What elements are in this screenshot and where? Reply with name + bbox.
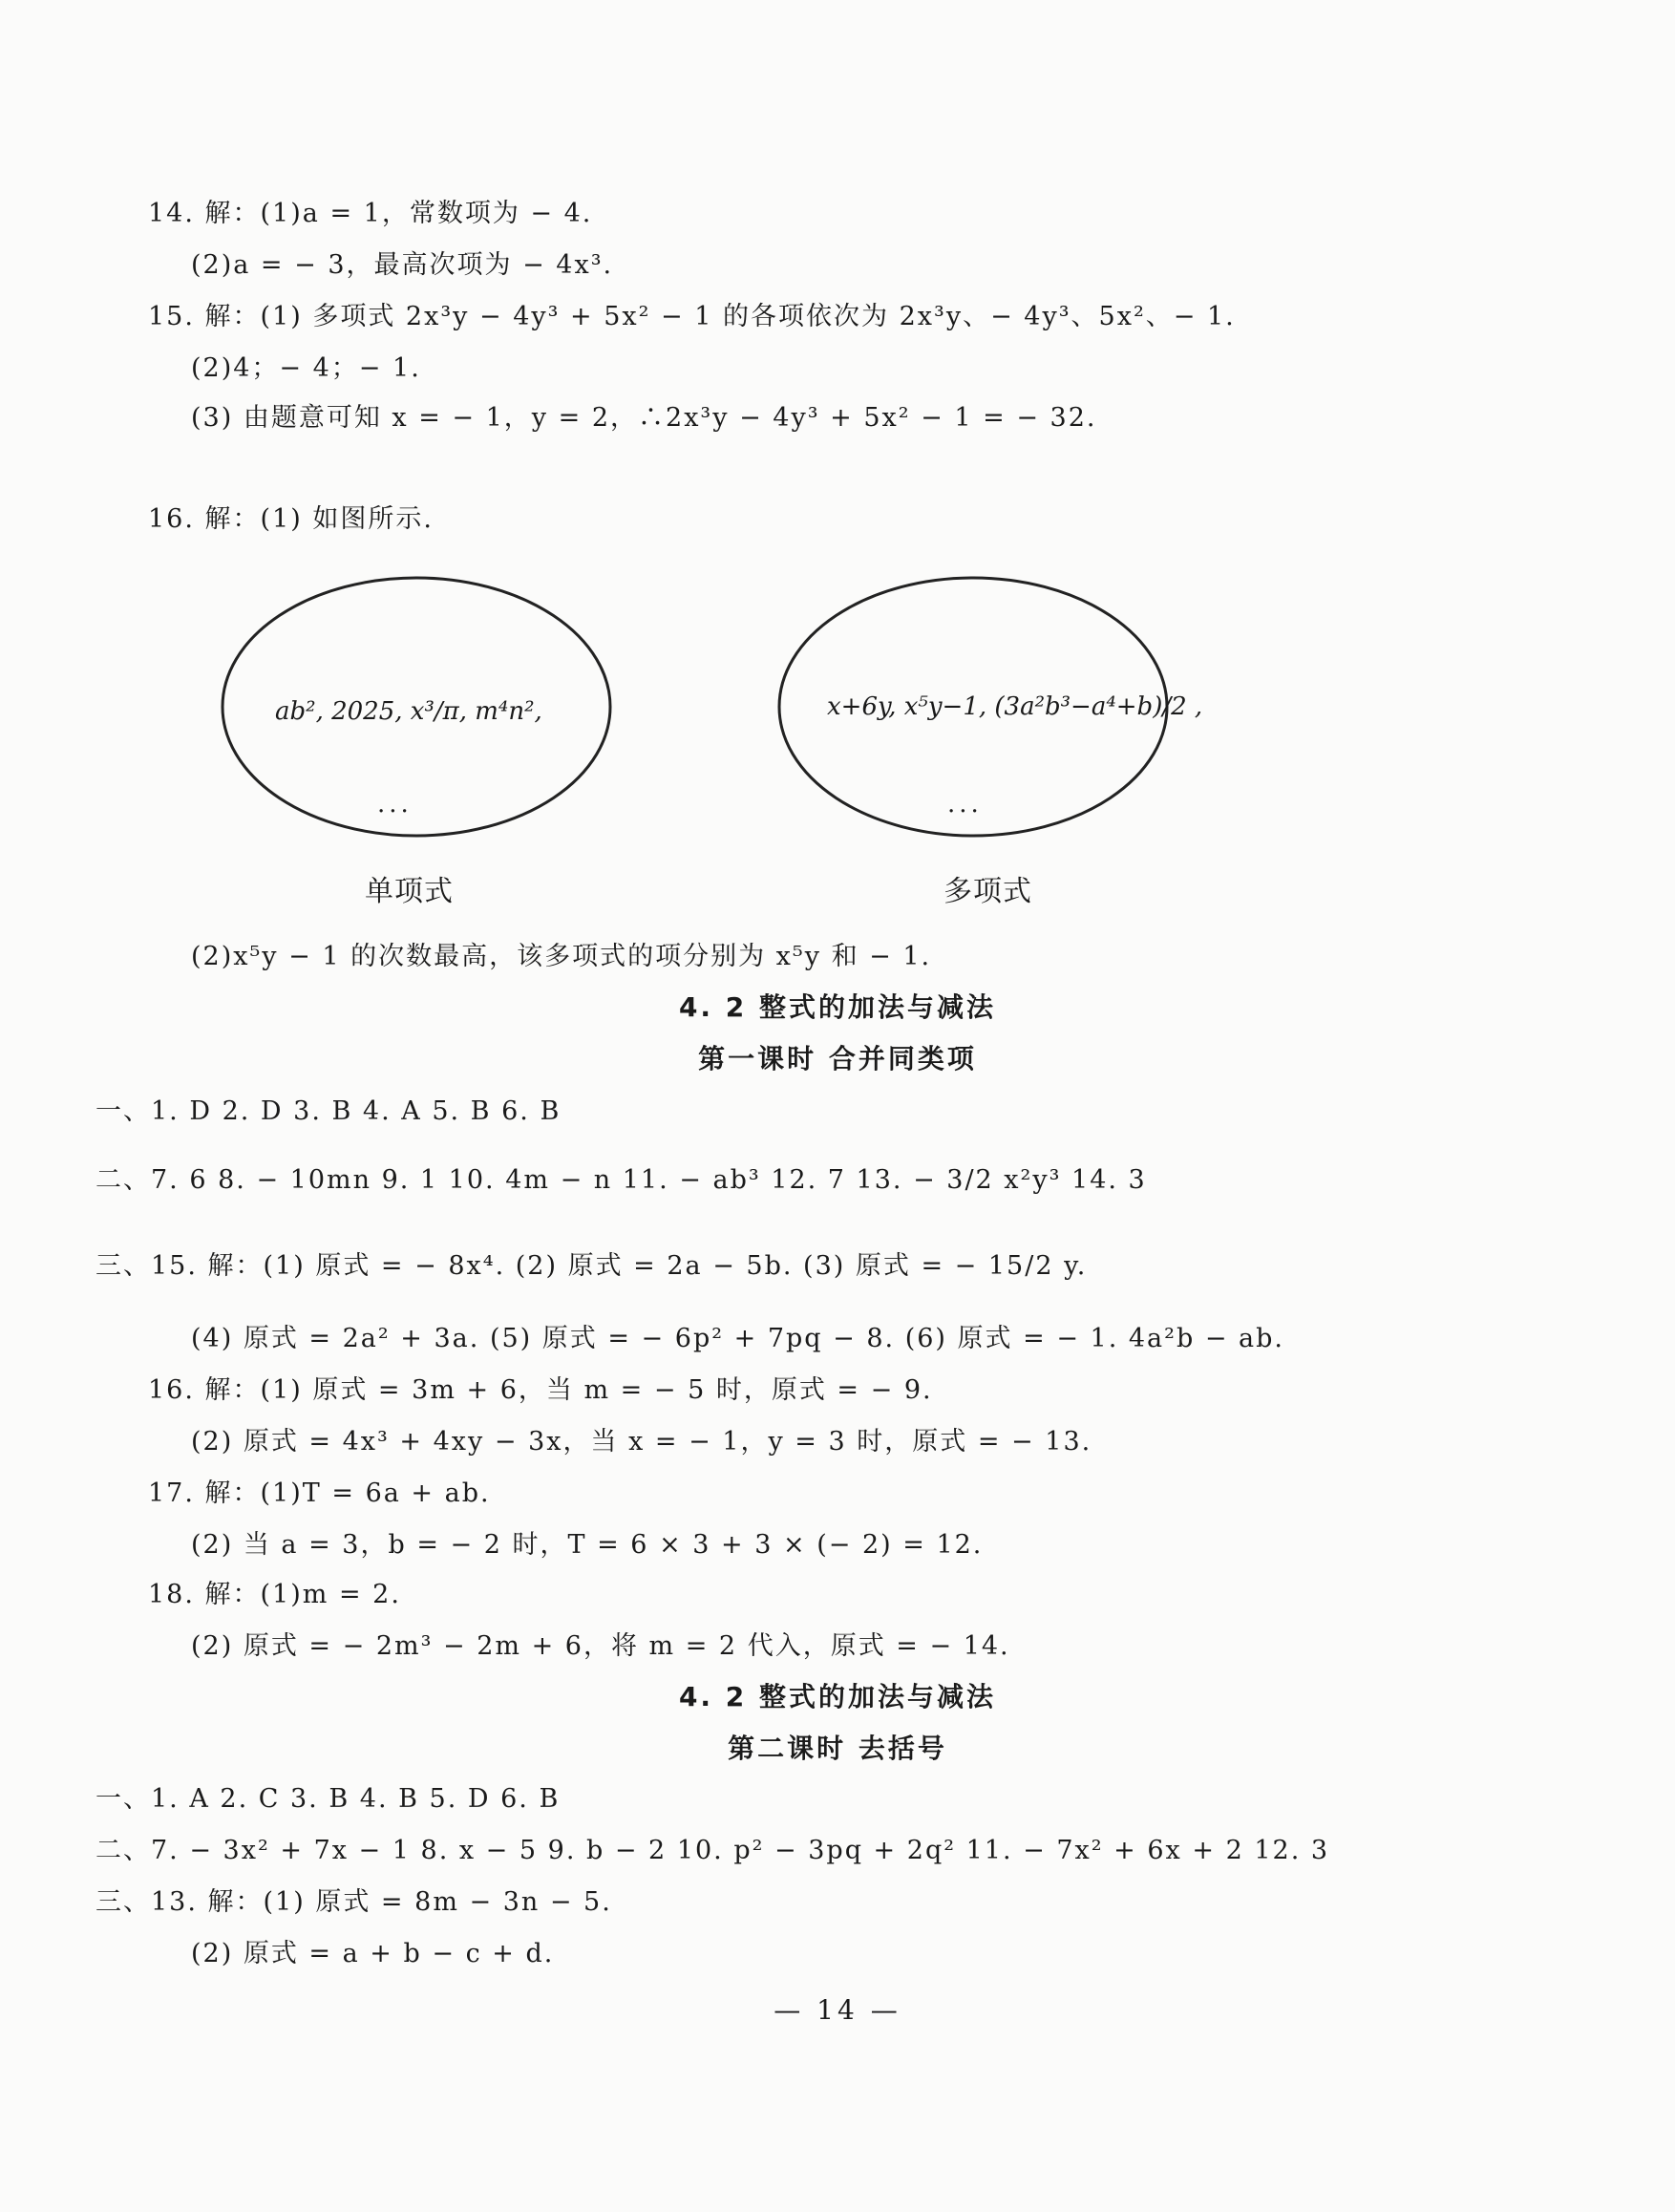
section-2-subtitle: 第二课时 去括号 (728, 1733, 947, 1764)
section-1-answer-15-part1: 三、15. 解：(1) 原式 = − 8x⁴. (2) 原式 = 2a − 5b. (3) 原式 = − 15/2 y. (95, 1251, 1088, 1281)
section-1-subtitle: 第一课时 合并同类项 (698, 1043, 977, 1074)
section-2-choice-answers: 一、1. A 2. C 3. B 4. B 5. D 6. B (95, 1784, 561, 1814)
monomial-label: 单项式 (365, 875, 454, 908)
answer-16-part2: (2)x⁵y − 1 的次数最高，该多项式的项分别为 x⁵y 和 − 1. (191, 942, 932, 971)
venn-diagram (0, 564, 1675, 926)
section-1-answer-17-part1: 17. 解：(1)T = 6a + ab. (148, 1478, 491, 1508)
section-2-answer-13-part2: (2) 原式 = a + b − c + d. (191, 1939, 555, 1968)
section-2-answer-13-part1: 三、13. 解：(1) 原式 = 8m − 3n − 5. (95, 1887, 612, 1917)
section-1-answer-16-part2: (2) 原式 = 4x³ + 4xy − 3x，当 x = − 1，y = 3 时，原式 = − 13. (191, 1427, 1092, 1457)
section-1-choice-answers: 一、1. D 2. D 3. B 4. A 5. B 6. B (95, 1096, 562, 1126)
section-1-answer-15-part2: (4) 原式 = 2a² + 3a. (5) 原式 = − 6p² + 7pq − 8. (6) 原式 = − 1. 4a²b − ab. (191, 1324, 1285, 1353)
answer-15-part1: 15. 解：(1) 多项式 2x³y − 4y³ + 5x² − 1 的各项依次为 2x³y、− 4y³、5x²、− 1. (148, 302, 1236, 331)
section-2-title: 4. 2 整式的加法与减法 (678, 1681, 997, 1712)
answer-14-part1: 14. 解：(1)a = 1，常数项为 − 4. (148, 199, 593, 228)
section-1-fill-answers: 二、7. 6 8. − 10mn 9. 1 10. 4m − n 11. − ab³ 12. 7 13. − 3/2 x²y³ 14. 3 (95, 1165, 1147, 1195)
polynomial-examples: x+6y, x⁵y−1, (3a²b³−a⁴+b)/2 , (827, 692, 1203, 721)
answer-14-part2: (2)a = − 3，最高次项为 − 4x³. (191, 250, 614, 280)
answer-15-part2: (2)4；− 4；− 1. (191, 353, 421, 383)
monomial-ellipsis: ... (377, 790, 413, 819)
section-2-fill-answers: 二、7. − 3x² + 7x − 1 8. x − 5 9. b − 2 10. p² − 3pq + 2q² 11. − 7x² + 6x + 2 12. 3 (95, 1836, 1330, 1865)
section-1-title: 4. 2 整式的加法与减法 (678, 991, 997, 1023)
answer-16-part1: 16. 解：(1) 如图所示. (148, 504, 434, 534)
page-number: — 14 — (774, 1994, 901, 2026)
section-1-answer-17-part2: (2) 当 a = 3，b = − 2 时，T = 6 × 3 + 3 × (− 2) = 12. (191, 1530, 984, 1560)
section-1-answer-18-part2: (2) 原式 = − 2m³ − 2m + 6，将 m = 2 代入，原式 = − 14. (191, 1631, 1010, 1661)
section-1-answer-18-part1: 18. 解：(1)m = 2. (148, 1580, 401, 1609)
monomial-examples: ab², 2025, x³/π, m⁴n², (275, 697, 542, 726)
polynomial-ellipsis: ... (947, 790, 983, 819)
polynomial-label: 多项式 (944, 875, 1032, 908)
section-1-answer-16-part1: 16. 解：(1) 原式 = 3m + 6，当 m = − 5 时，原式 = − 9. (148, 1375, 933, 1405)
diagram-ellipses (0, 564, 1675, 926)
answer-15-part3: (3) 由题意可知 x = − 1，y = 2，∴2x³y − 4y³ + 5x² − 1 = − 32. (191, 403, 1097, 433)
